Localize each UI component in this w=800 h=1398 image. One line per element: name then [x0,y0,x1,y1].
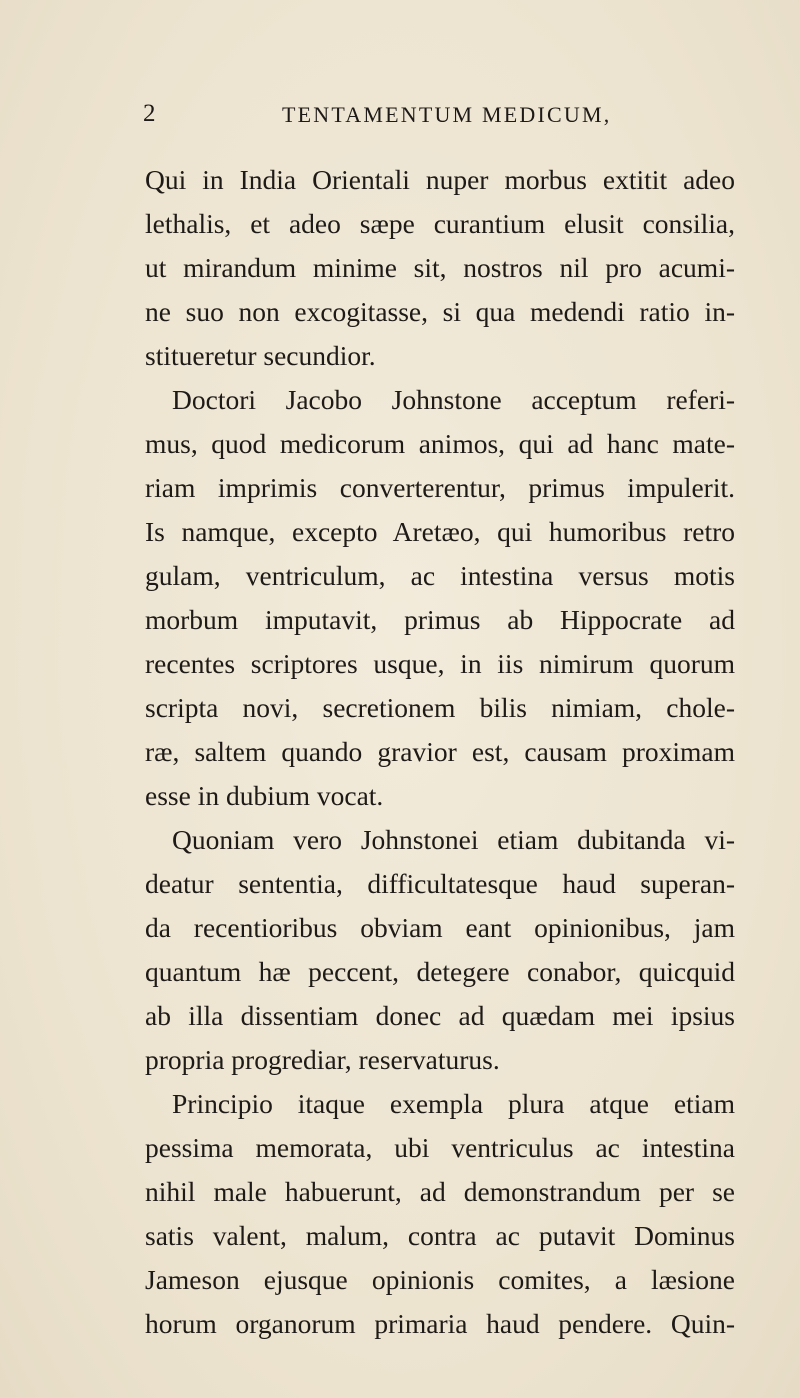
text-line: Principio itaque exempla plura atque etiam [172,1088,735,1119]
text-line: satis valent, malum, contra ac putavit Dominus [145,1220,735,1251]
page-number: 2 [143,100,157,127]
text-line: ne suo non excogitasse, si qua medendi ratio in- [145,296,735,327]
page-header [0,100,800,140]
text-line: pessima memorata, ubi ventriculus ac intestina [145,1132,735,1163]
text-line: nihil male habuerunt, ad demonstrandum per se [145,1176,735,1207]
text-line: mus, quod medicorum animos, qui ad hanc mate- [145,428,735,459]
text-line: Doctori Jacobo Johnstone acceptum referi- [172,384,735,415]
text-line: morbum imputavit, primus ab Hippocrate ad [145,604,735,635]
text-line: propria progrediar, reservaturus. [145,1044,500,1075]
text-line: Quoniam vero Johnstonei etiam dubitanda vi- [172,824,735,855]
text-line: Is namque, excepto Aretæo, qui humoribus retro [145,516,735,547]
text-line: deatur sententia, difficultatesque haud superan- [145,868,735,899]
text-line: riam imprimis converterentur, primus impulerit. [145,472,735,503]
text-line: horum organorum primaria haud pendere. Quin- [145,1308,735,1339]
text-line: Qui in India Orientali nuper morbus extitit adeo [145,164,735,195]
text-line: esse in dubium vocat. [145,780,384,811]
text-line: ræ, saltem quando gravior est, causam proximam [145,736,735,767]
text-line: scripta novi, secretionem bilis nimiam, chole- [145,692,735,723]
running-head: TENTAMENTUM MEDICUM, [282,102,612,127]
text-line: stitueretur secundior. [145,340,376,371]
text-line: ab illa dissentiam donec ad quædam mei ipsius [145,1000,735,1031]
text-line: recentes scriptores usque, in iis nimirum quorum [145,648,735,679]
text-line: ut mirandum minime sit, nostros nil pro acumi- [145,252,735,283]
body-text [145,158,735,1346]
text-line: Jameson ejusque opinionis comites, a læsione [145,1264,735,1295]
text-line: quantum hæ peccent, detegere conabor, quicquid [145,956,735,987]
text-line: lethalis, et adeo sæpe curantium elusit consilia, [145,208,735,239]
text-line: gulam, ventriculum, ac intestina versus motis [145,560,735,591]
text-line: da recentioribus obviam eant opinionibus, jam [145,912,735,943]
